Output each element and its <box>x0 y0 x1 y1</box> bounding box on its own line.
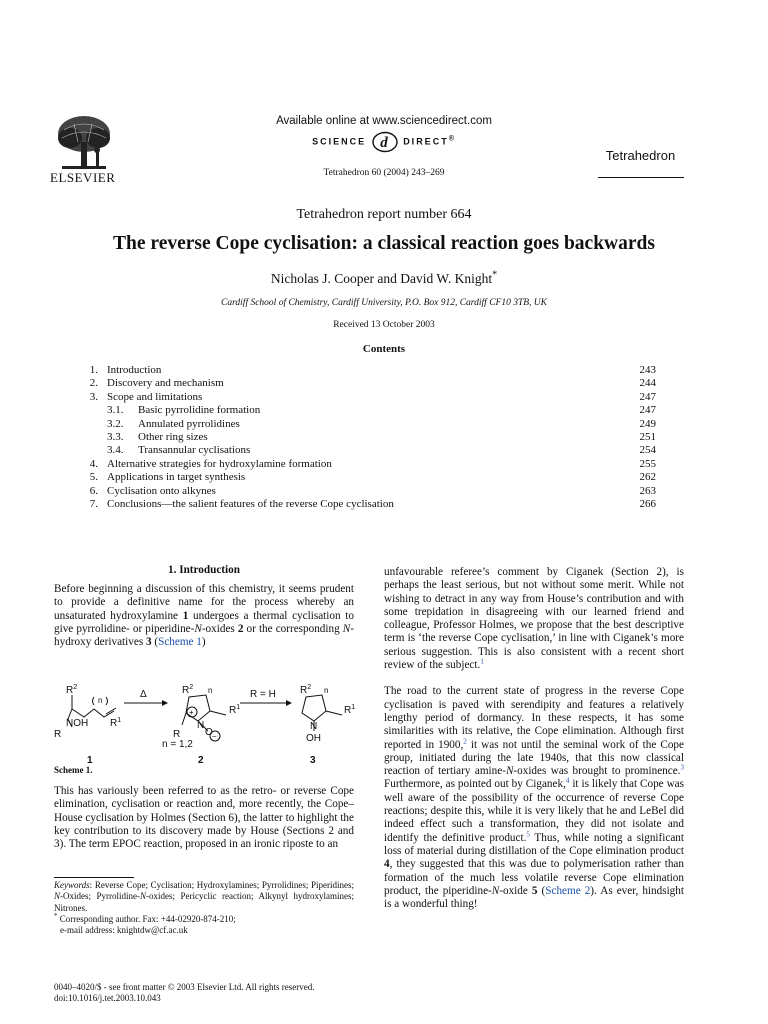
reference-3-link[interactable]: 3 <box>680 763 684 772</box>
compound-2-o-label: O <box>205 727 213 738</box>
toc-page: 247 <box>639 404 656 417</box>
compound-2-r-label: R <box>173 729 181 740</box>
compound-1-noh-label: NOH <box>66 718 89 729</box>
arrow-1-delta-label: Δ <box>140 689 147 700</box>
compound-3-number: 3 <box>310 755 316 766</box>
toc-number: 3.1. <box>107 404 124 417</box>
doi-line[interactable]: doi:10.1016/j.tet.2003.10.043 <box>54 993 161 1004</box>
svg-text:d: d <box>379 135 390 151</box>
toc-entry[interactable] <box>82 364 656 377</box>
sd-direct-text: DIRECT <box>403 136 449 147</box>
received-date: Received 13 October 2003 <box>333 320 435 330</box>
journal-rule <box>598 177 684 178</box>
toc-entry[interactable] <box>82 377 656 390</box>
toc-label: Annulated pyrrolidines <box>138 417 240 430</box>
toc-label: Transannular cyclisations <box>138 444 251 457</box>
sciencedirect-d-icon <box>371 131 399 153</box>
toc-label: Other ring sizes <box>138 430 208 443</box>
reference-4-link[interactable]: 4 <box>565 776 570 785</box>
toc-page: 262 <box>639 471 656 484</box>
compound-1-r-label: R <box>54 729 62 740</box>
toc-page: 263 <box>639 484 656 497</box>
toc-number: 1. <box>89 364 98 376</box>
compound-1-r1-label: $R^1$ <box>110 717 122 729</box>
compound-2-n-label: n <box>208 686 213 695</box>
corresponding-author-note: * Corresponding author. Fax: +44-02920-874-210; <box>54 911 236 924</box>
toc-label: Basic pyrrolidine formation <box>138 404 261 417</box>
toc-number: 6. <box>89 484 98 497</box>
toc-number: 3.2. <box>107 417 124 430</box>
publisher-name: ELSEVIER <box>50 170 116 185</box>
toc-number: 3.4. <box>107 444 124 457</box>
copyright-block <box>54 982 374 1005</box>
table-of-contents <box>82 364 656 511</box>
keywords: Keywords: Reverse Cope; Cyclisation; Hydroxylamines; Pyrrolidines; Piperidines; N-Oxides; Pyrrolidine-N-oxides; Pericyclic reaction; Alkynyl hydroxylamines; Nitrones. <box>54 880 354 913</box>
reference-1-link[interactable]: 1 <box>480 657 484 666</box>
toc-subentry[interactable] <box>82 418 656 431</box>
toc-page: 266 <box>639 497 656 510</box>
compound-3-oh-label: OH <box>306 733 321 744</box>
corresponding-author-mark[interactable]: * <box>492 269 498 281</box>
compound-1-n-label: n <box>98 696 103 705</box>
journal-citation: Tetrahedron 60 (2004) 243–269 <box>323 168 445 178</box>
footnotes <box>54 880 354 936</box>
toc-page: 251 <box>639 430 656 443</box>
toc-number: 3.3. <box>107 430 124 443</box>
scheme-1-link[interactable]: Scheme 1 <box>158 636 202 649</box>
compound-2-minus-label: − <box>212 732 217 741</box>
toc-label: Alternative strategies for hydroxylamine formation <box>107 457 332 470</box>
toc-page: 255 <box>639 457 656 470</box>
compound-3-r2-label: $R^2$ <box>300 684 312 696</box>
toc-page: 243 <box>639 364 656 376</box>
article-title: The reverse Cope cyclisation: a classical reaction goes backwards <box>113 233 655 254</box>
author-email[interactable]: e-mail address: knightdw@cf.ac.uk <box>60 925 188 936</box>
toc-label: Applications in target synthesis <box>107 471 246 484</box>
toc-subentry[interactable] <box>82 444 656 457</box>
toc-entry[interactable] <box>82 498 656 511</box>
toc-number: 7. <box>89 497 98 510</box>
compound-3-structure <box>302 695 342 731</box>
reference-2-link[interactable]: 2 <box>463 736 467 745</box>
toc-page: 254 <box>639 444 656 457</box>
right-paragraph-1: unfavourable referee’s comment by Ciganek (Section 2), is perhaps the least serious, but not without some merit. While not wishing to detract in any way from House’s contribution and with some trepidation in disagreeing with our learned friend and colleague, Professor Holmes, we propose that the best descriptive term is ‘the reverse Cope cyclisation,’ in line with Ciganek’s more serious suggestion. This is also consistent with a recent short review of the subject.$^1$ <box>384 566 684 672</box>
toc-entry[interactable] <box>82 471 656 484</box>
compound-3-r1-label: $R^1$ <box>344 704 356 716</box>
toc-page: 244 <box>639 377 656 390</box>
compound-3-n-label: n <box>324 686 329 695</box>
author-names: Nicholas J. Cooper and David W. Knight <box>270 271 493 286</box>
footnote-rule <box>54 877 134 878</box>
reference-5-link[interactable]: 5 <box>526 829 530 838</box>
toc-label: Scope and limitations <box>107 390 203 403</box>
right-column-text <box>384 566 684 911</box>
toc-number: 5. <box>89 471 98 484</box>
compound-1-r2-label: $R^2$ <box>66 684 78 696</box>
affiliation: Cardiff School of Chemistry, Cardiff University, P.O. Box 912, Cardiff CF10 3TB, UK <box>220 298 547 308</box>
toc-entry[interactable] <box>82 391 656 404</box>
sd-science-text: SCIENCE <box>312 136 367 147</box>
toc-number: 4. <box>89 457 98 470</box>
toc-subentry[interactable] <box>82 404 656 417</box>
compound-2-number: 2 <box>198 755 204 766</box>
contents-heading: Contents <box>362 343 406 355</box>
right-paragraph-2: The road to the current state of progress in the reverse Cope cyclisation is paved with serendipity and features a relatively lengthy period of dormancy. In these respects, it has some similarities with its relative, the Cope elimination. Although first reported in 1900,$^2$ it was not until the seminal work of the Cope group, initiated during the late 1940s, that this now classical reaction of tertiary amine-N-oxides was brought to prominence.$^3$ Furthermore, as pointed out by Ciganek,$^4$ it is likely that Cope was well aware of the possibility of the occurrence of reverse Cope reactions; despite this, while it is very likely that he and LeBel did indeed effect such a transformation, they did not isolate and identify the definitive product.$^5$ Thus, while noting a significant loss of material during distillation of the Cope elimination product 4, they suggested that this was due to polymerisation rather than formation of the much less volatile reverse Cope elimination product, the piperidine-N-oxide 5 (Scheme 2). As ever, hindsight is a wonderful thing! <box>384 685 684 911</box>
toc-subentry[interactable] <box>82 431 656 444</box>
compound-2-r1-label: $R^1$ <box>229 704 241 716</box>
compound-2-n-atom-label: N <box>197 720 205 731</box>
toc-page: 249 <box>639 417 656 430</box>
scheme-1-figure <box>54 679 374 767</box>
toc-label: Discovery and mechanism <box>107 377 224 390</box>
intro-paragraph-2: This has variously been referred to as the retro- or reverse Cope elimination, cyclisation or reaction and, more recently, the Cope–House cyclisation by Holmes (Section 6), the latter to highlight the key contribution to its discovery made by House (Sections 2 and 3). The term EPOC reaction, proposed in an ironic riposte to an <box>54 785 354 851</box>
toc-number: 2. <box>89 377 98 390</box>
toc-label: Introduction <box>107 364 162 376</box>
compound-1-number: 1 <box>87 755 93 766</box>
toc-entry[interactable] <box>82 458 656 471</box>
n-values-label: n = 1,2 <box>162 739 193 750</box>
report-number: Tetrahedron report number 664 <box>296 207 472 222</box>
copyright-line: 0040–4020/$ - see front matter © 2003 Elsevier Ltd. All rights reserved. <box>54 982 315 992</box>
scheme-2-link[interactable]: Scheme 2 <box>545 884 591 897</box>
authors <box>0 271 768 287</box>
journal-name: Tetrahedron <box>605 148 676 163</box>
section-heading-introduction: 1. Introduction <box>168 564 240 576</box>
compound-2-r2-label: $R^2$ <box>182 684 194 696</box>
available-online-text: Available online at www.sciencedirect.com <box>276 115 492 127</box>
toc-page: 247 <box>639 390 656 403</box>
compound-2-plus-label: + <box>189 708 194 717</box>
toc-entry[interactable] <box>82 485 656 498</box>
compound-2-structure <box>182 695 226 741</box>
toc-number: 3. <box>89 390 98 403</box>
sd-registered-mark: ® <box>448 135 456 143</box>
compound-3-n-atom-label: N <box>310 721 318 732</box>
scheme-1-caption: Scheme 1. <box>54 765 93 775</box>
toc-label: Conclusions—the salient features of the reverse Cope cyclisation <box>107 497 394 510</box>
toc-label: Cyclisation onto alkynes <box>107 484 216 497</box>
arrow-2-condition-label: R = H <box>250 689 276 700</box>
intro-paragraph-1: Before beginning a discussion of this chemistry, it seems prudent to provide a definitive name for the process whereby an unsaturated hydroxylamine 1 undergoes a thermal cyclisation to give pyrrolidine- or piperidine-N-oxides 2 or the corresponding N-hydroxy derivatives 3 (Scheme 1) <box>54 583 354 649</box>
